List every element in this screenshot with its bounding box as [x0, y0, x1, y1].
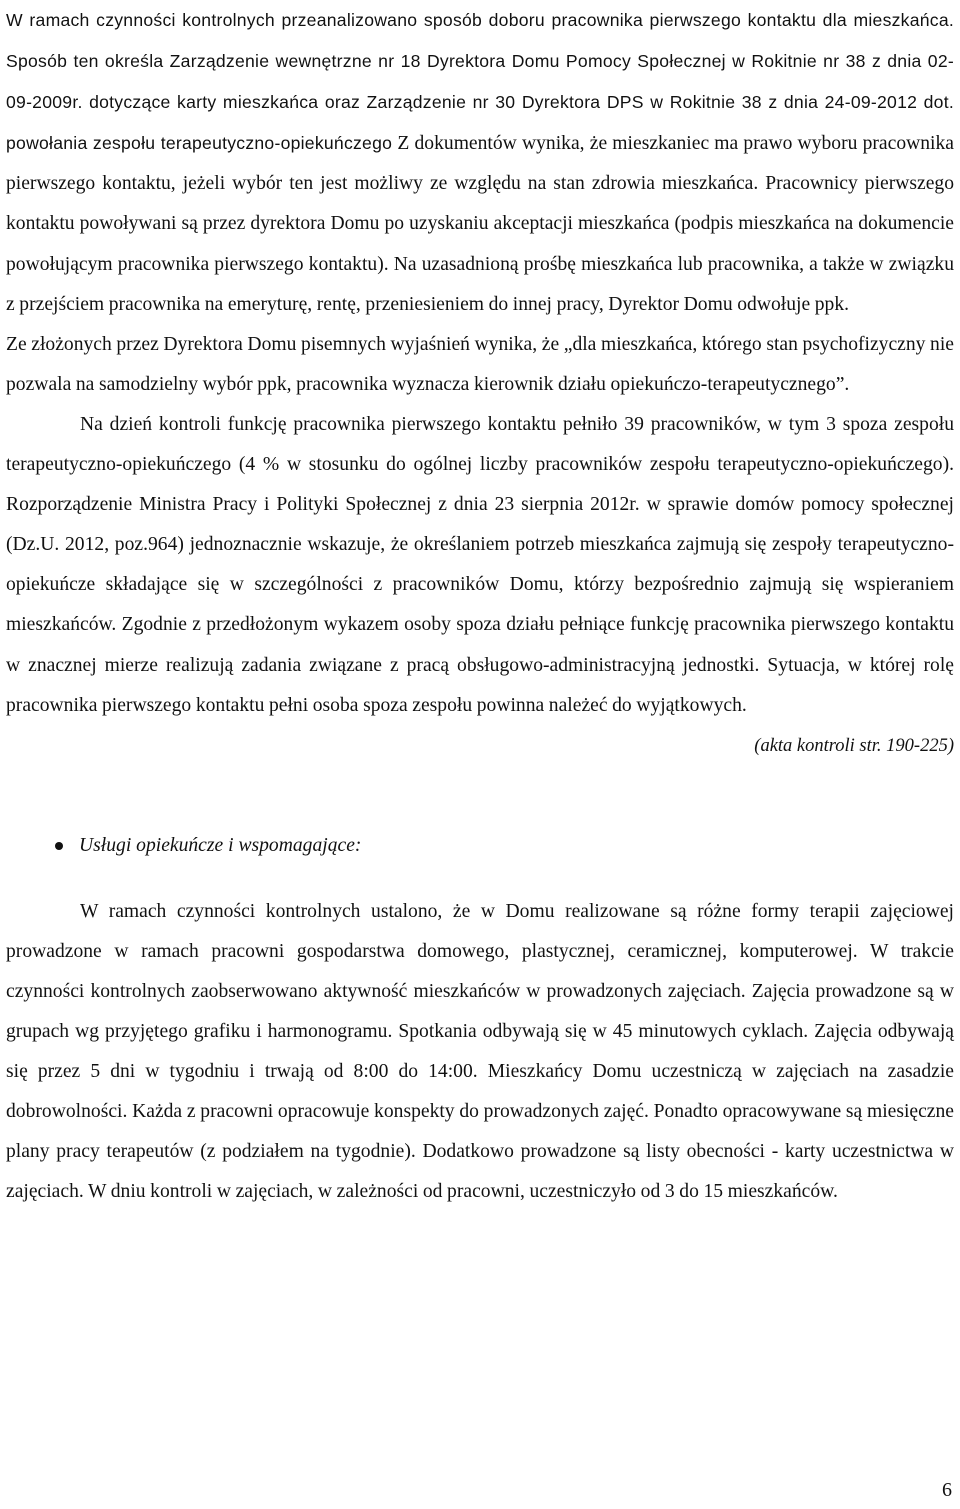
document-page [6, 0, 954, 1212]
paragraph-director-explanation: Ze złożonych przez Dyrektora Domu pisemnych wyjaśnień wynika, że „dla mieszkańca, którego stan psychofizyczny nie pozwala na samodzielny wybór ppk, pracownika wyznacza kierownik działu opiekuńczo-terapeutycznego”. [6, 333, 954, 395]
section-heading-care-services [6, 826, 954, 866]
paragraph-sans-segment: W ramach czynności kontrolnych przeanalizowano sposób doboru pracownika pierwszego kontaktu dla mieszkańca. Sposób ten określa Zarządzenie wewnętrzne nr 18 Dyrektora Domu Pomocy Społecznej w Rokitnie nr 38 z dnia 02-09-2009r. dotyczące karty mieszkańca oraz Zarządzenie nr 30 Dyrektora DPS w Rokitnie 38 z dnia 24-09-2012 dot. powołania zespołu terapeutyczno-opiekuńczego [6, 10, 954, 154]
paragraph-inspection-findings: Na dzień kontroli funkcję pracownika pierwszego kontaktu pełniło 39 pracowników, w tym 3 spoza zespołu terapeutyczno-opiekuńczego (4 % w stosunku do ogólnej liczby pracowników zespołu terapeutyczno-opiekuńczego). Rozporządzenie Ministra Pracy i Polityki Społecznej z dnia 23 sierpnia 2012r. w sprawie domów pomocy społecznej (Dz.U. 2012, poz.964) jednoznacznie wskazuje, że określaniem potrzeb mieszkańca zajmują się zespoły terapeutyczno-opiekuńcze składające się w szczególności z pracowników Domu, którzy bezpośrednio zajmują się wspieraniem mieszkańców. Zgodnie z przedłożonym wykazem osoby spoza działu pełniące funkcję pracownika pierwszego kontaktu w znacznej mierze realizują zadania związane z pracą obsługowo-administracyjną jednostki. Sytuacja, w której rolę pracownika pierwszego kontaktu pełni osoba spoza zespołu powinna należeć do wyjątkowych. [6, 413, 954, 716]
paragraph-serif-segment: Z dokumentów wynika, że mieszkaniec ma prawo wyboru pracownika pierwszego kontaktu, jeżeli wybór ten jest możliwy ze względu na stan zdrowia mieszkańca. Pracownicy pierwszego kontaktu powoływani są przez dyrektora Domu po uzyskaniu akceptacji mieszkańca (podpis mieszkańca na dokumencie powołującym pracownika pierwszego kontaktu). Na uzasadnioną prośbę mieszkańca lub pracownika, a także w związku z przejściem pracownika na emeryturę, rentę, przeniesieniem do innej pracy, Dyrektor Domu odwołuje ppk. [6, 133, 954, 315]
page-number: 6 [942, 1479, 952, 1501]
paragraph-occupational-therapy: W ramach czynności kontrolnych ustalono, że w Domu realizowane są różne formy terapii zajęciowej prowadzone w ramach pracowni gospodarstwa domowego, plastycznej, ceramicznej, komputerowej. W trakcie czynności kontrolnych zaobserwowano aktywność mieszkańców w prowadzonych zajęciach. Zajęcia prowadzone są w grupach wg przyjętego grafiku i harmonogramu. Spotkania odbywają się w 45 minutowych cyklach. Zajęcia odbywają się przez 5 dni w tygodniu i trwają od 8:00 do 14:00. Mieszkańcy Domu uczestniczą w zajęciach na zasadzie dobrowolności. Każda z pracowni opracowuje konspekty do prowadzonych zajęć. Ponadto opracowywane są miesięczne plany pracy terapeutów (z podziałem na tygodnie). Dodatkowo prowadzone są listy obecności - karty uczestnictwa w zajęciach. W dniu kontroli w zajęciach, w zależności od pracowni, uczestniczyło od 3 do 15 mieszkańców. [6, 900, 954, 1203]
section-heading-label: Usługi opiekuńcze i wspomagające: [79, 834, 362, 856]
paragraph-first-contact-selection [6, 0, 954, 325]
bullet-icon [55, 842, 63, 850]
files-reference: (akta kontroli str. 190-225) [754, 735, 954, 756]
